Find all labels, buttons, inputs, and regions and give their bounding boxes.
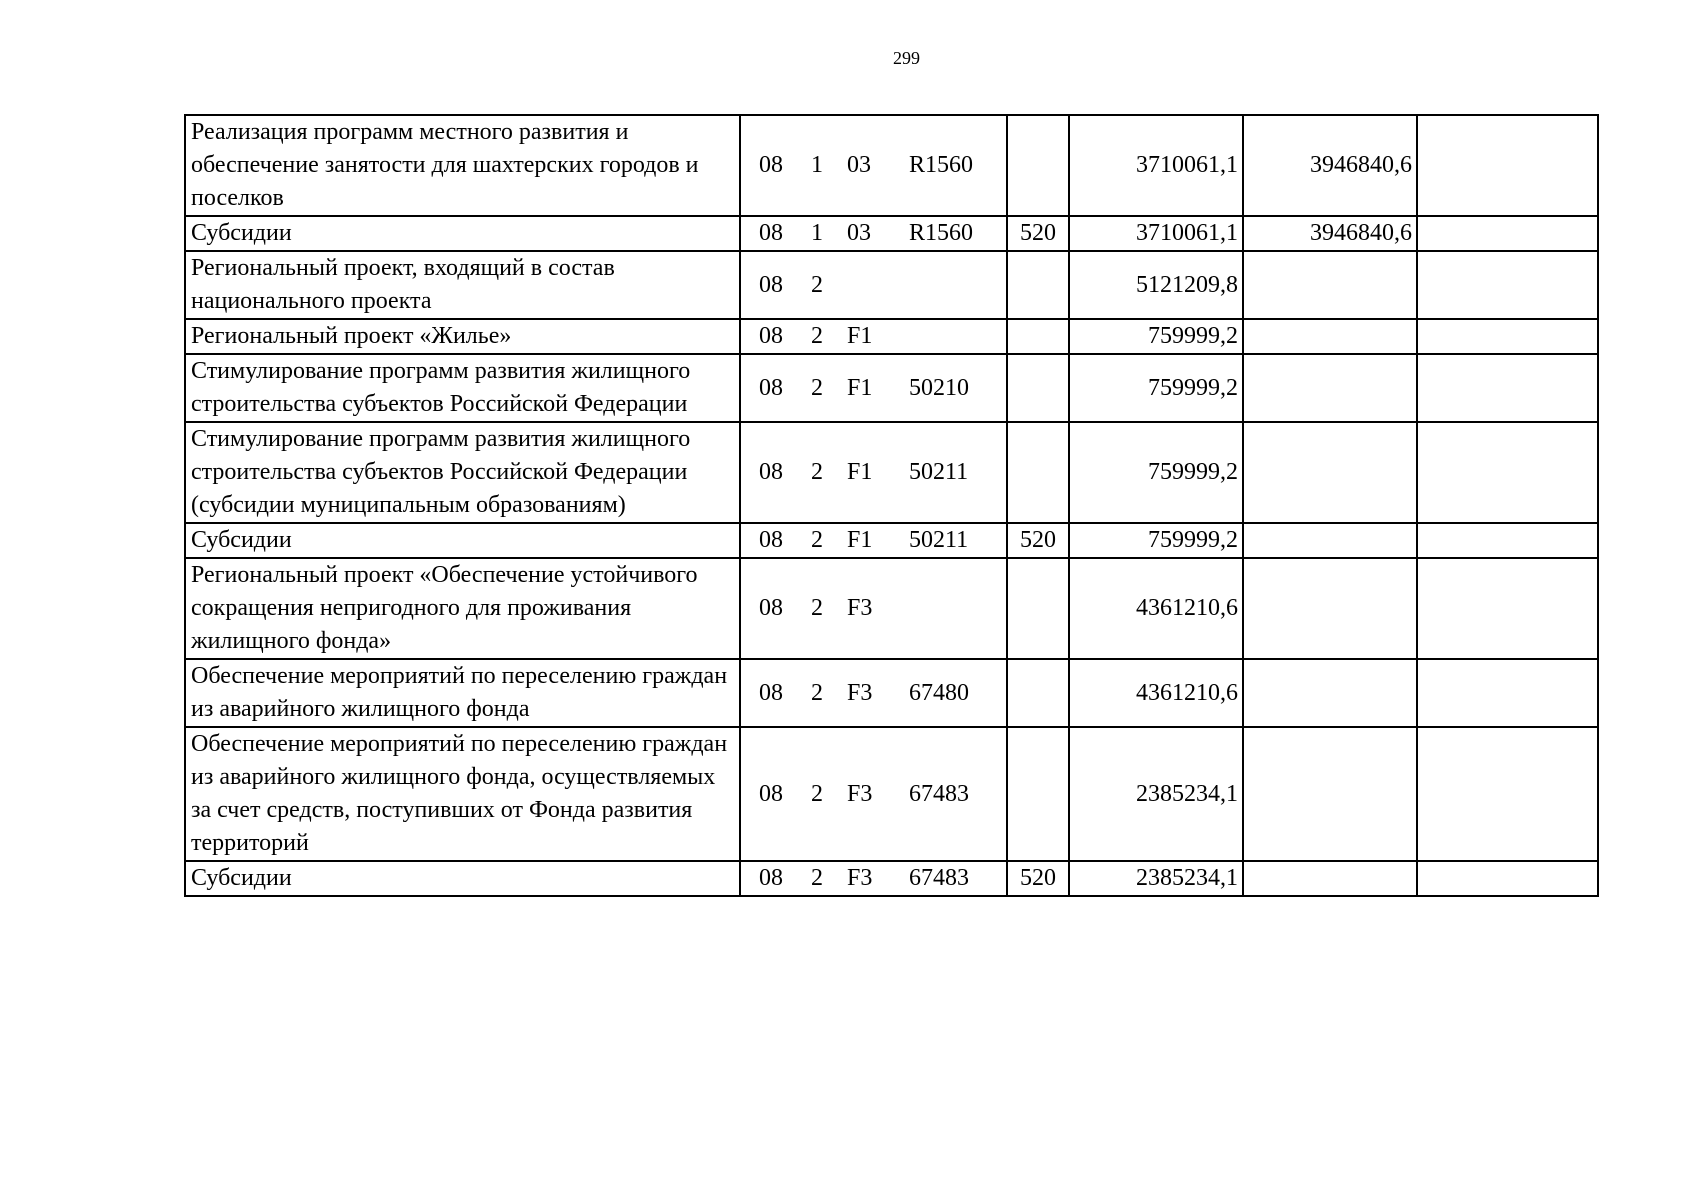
year1-amount-cell: 3710061,1 <box>1069 216 1243 251</box>
table-row <box>185 727 1598 861</box>
year3-amount-cell <box>1417 216 1598 251</box>
program-code: 1 <box>811 152 823 178</box>
year1-amount-cell: 759999,2 <box>1069 354 1243 422</box>
target-article-cell <box>740 216 1007 251</box>
year3-amount-cell <box>1417 861 1598 896</box>
page-number: 299 <box>893 48 920 68</box>
section-code: 08 <box>759 527 783 553</box>
table-row <box>185 354 1598 422</box>
subprogram-code: F3 <box>847 679 873 706</box>
subprogram-code: 03 <box>847 220 871 246</box>
table-row <box>185 216 1598 251</box>
year1-amount-cell: 2385234,1 <box>1069 727 1243 861</box>
target-article-cell <box>740 422 1007 523</box>
direction-code: 50211 <box>909 459 969 485</box>
year2-amount-cell <box>1243 354 1417 422</box>
target-article-cell <box>740 558 1007 659</box>
table-row <box>185 422 1598 523</box>
item-name-cell: Реализация программ местного развития и обеспечение занятости для шахтерских городов и поселков <box>185 115 740 216</box>
expense-type-cell <box>1007 319 1069 354</box>
budget-table <box>184 114 1599 897</box>
item-name-cell: Обеспечение мероприятий по переселению граждан из аварийного жилищного фонда, осуществляемых за счет средств, поступивших от Фонда развития территорий <box>185 727 740 861</box>
target-article-cell <box>740 319 1007 354</box>
direction-code: 67483 <box>909 865 969 891</box>
subprogram-code: F1 <box>847 374 873 401</box>
year2-amount-cell <box>1243 422 1417 523</box>
target-article-cell <box>740 523 1007 558</box>
year2-amount-cell <box>1243 523 1417 558</box>
item-name-cell: Субсидии <box>185 861 740 896</box>
direction-code: 50211 <box>909 527 969 553</box>
item-name-cell: Стимулирование программ развития жилищного строительства субъектов Российской Федерации (субсидии муниципальным образованиям) <box>185 422 740 523</box>
section-code: 08 <box>759 152 783 178</box>
year1-amount-cell: 759999,2 <box>1069 319 1243 354</box>
subprogram-code: F1 <box>847 527 873 553</box>
section-code: 08 <box>759 323 783 349</box>
direction-code: 67480 <box>909 679 969 706</box>
year2-amount-cell <box>1243 727 1417 861</box>
expense-type-cell <box>1007 115 1069 216</box>
program-code: 2 <box>811 679 823 706</box>
subprogram-code: F3 <box>847 595 873 621</box>
subprogram-code: F3 <box>847 865 873 891</box>
item-name-cell: Региональный проект «Обеспечение устойчивого сокращения непригодного для проживания жилищного фонда» <box>185 558 740 659</box>
year2-amount-cell <box>1243 558 1417 659</box>
section-code: 08 <box>759 220 783 246</box>
item-name-cell: Обеспечение мероприятий по переселению граждан из аварийного жилищного фонда <box>185 659 740 727</box>
item-name-cell: Стимулирование программ развития жилищного строительства субъектов Российской Федерации <box>185 354 740 422</box>
target-article-cell <box>740 115 1007 216</box>
table-row <box>185 523 1598 558</box>
section-code: 08 <box>759 271 783 298</box>
program-code: 2 <box>811 459 823 485</box>
year2-amount-cell: 3946840,6 <box>1243 216 1417 251</box>
year2-amount-cell <box>1243 319 1417 354</box>
table-row <box>185 115 1598 216</box>
expense-type-cell <box>1007 659 1069 727</box>
item-name-cell: Субсидии <box>185 216 740 251</box>
expense-type-cell <box>1007 354 1069 422</box>
year3-amount-cell <box>1417 251 1598 319</box>
item-name-cell: Субсидии <box>185 523 740 558</box>
program-code: 2 <box>811 527 823 553</box>
year1-amount-cell: 4361210,6 <box>1069 659 1243 727</box>
section-code: 08 <box>759 595 783 621</box>
year1-amount-cell: 4361210,6 <box>1069 558 1243 659</box>
expense-type-cell: 520 <box>1007 216 1069 251</box>
table-row <box>185 251 1598 319</box>
year3-amount-cell <box>1417 115 1598 216</box>
year3-amount-cell <box>1417 659 1598 727</box>
section-code: 08 <box>759 780 783 807</box>
year1-amount-cell: 759999,2 <box>1069 523 1243 558</box>
year2-amount-cell: 3946840,6 <box>1243 115 1417 216</box>
direction-code: 67483 <box>909 780 969 807</box>
section-code: 08 <box>759 459 783 485</box>
target-article-cell <box>740 251 1007 319</box>
program-code: 2 <box>811 271 823 298</box>
item-name-cell: Региональный проект «Жилье» <box>185 319 740 354</box>
program-code: 2 <box>811 595 823 621</box>
expense-type-cell <box>1007 422 1069 523</box>
expense-type-cell: 520 <box>1007 861 1069 896</box>
expense-type-cell <box>1007 251 1069 319</box>
year2-amount-cell <box>1243 861 1417 896</box>
target-article-cell <box>740 727 1007 861</box>
year1-amount-cell: 3710061,1 <box>1069 115 1243 216</box>
program-code: 1 <box>811 220 823 246</box>
expense-type-cell <box>1007 727 1069 861</box>
year1-amount-cell: 2385234,1 <box>1069 861 1243 896</box>
subprogram-code: F1 <box>847 459 873 485</box>
subprogram-code: 03 <box>847 152 871 178</box>
year3-amount-cell <box>1417 558 1598 659</box>
expense-type-cell: 520 <box>1007 523 1069 558</box>
item-name-cell: Региональный проект, входящий в состав национального проекта <box>185 251 740 319</box>
section-code: 08 <box>759 374 783 401</box>
year1-amount-cell: 759999,2 <box>1069 422 1243 523</box>
year3-amount-cell <box>1417 523 1598 558</box>
program-code: 2 <box>811 865 823 891</box>
year3-amount-cell <box>1417 319 1598 354</box>
direction-code: R1560 <box>909 220 974 246</box>
section-code: 08 <box>759 679 783 706</box>
target-article-cell <box>740 861 1007 896</box>
program-code: 2 <box>811 323 823 349</box>
direction-code: 50210 <box>909 374 969 401</box>
program-code: 2 <box>811 374 823 401</box>
year3-amount-cell <box>1417 727 1598 861</box>
year2-amount-cell <box>1243 251 1417 319</box>
direction-code: R1560 <box>909 152 974 178</box>
section-code: 08 <box>759 865 783 891</box>
expense-type-cell <box>1007 558 1069 659</box>
target-article-cell <box>740 354 1007 422</box>
table-row <box>185 558 1598 659</box>
table-row <box>185 659 1598 727</box>
table-row <box>185 319 1598 354</box>
year3-amount-cell <box>1417 354 1598 422</box>
year3-amount-cell <box>1417 422 1598 523</box>
year2-amount-cell <box>1243 659 1417 727</box>
subprogram-code: F1 <box>847 323 873 349</box>
table-row <box>185 861 1598 896</box>
year1-amount-cell: 5121209,8 <box>1069 251 1243 319</box>
target-article-cell <box>740 659 1007 727</box>
program-code: 2 <box>811 780 823 807</box>
subprogram-code: F3 <box>847 780 873 807</box>
